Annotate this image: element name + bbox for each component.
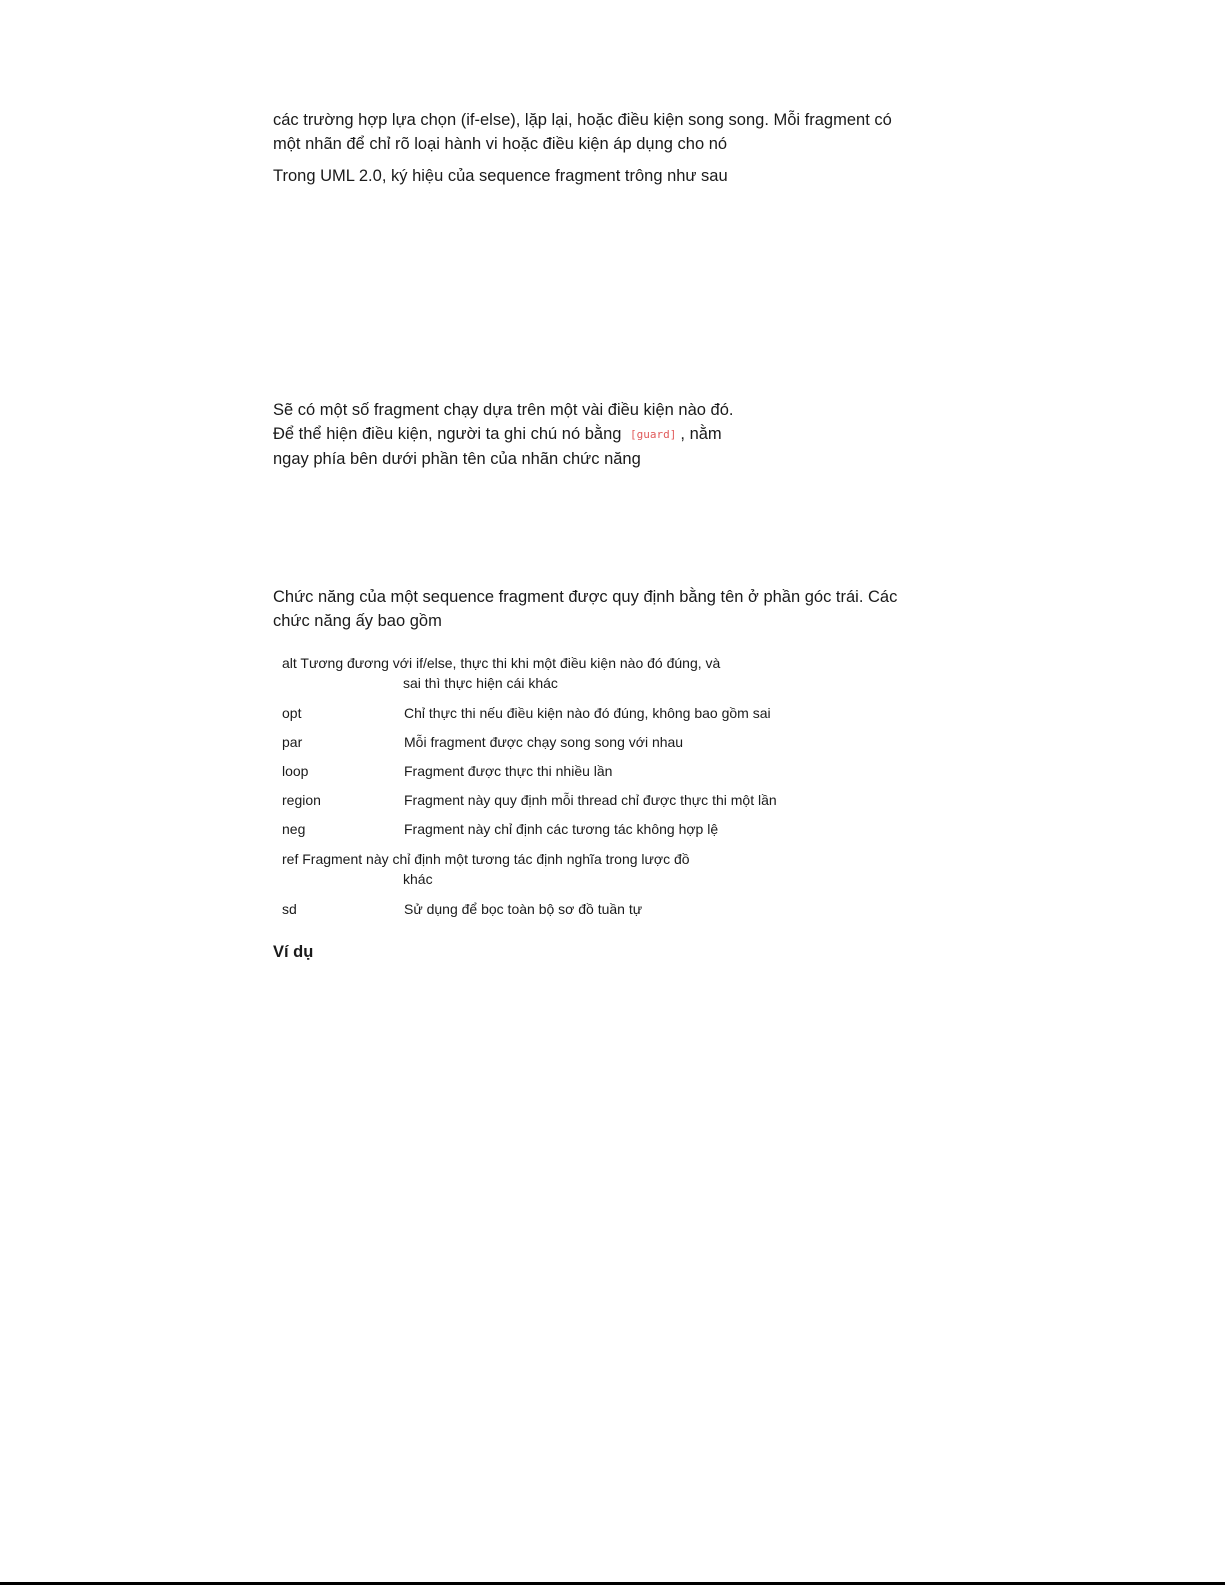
guard-line-1: Sẽ có một số fragment chạy dựa trên một vài điều kiện nào đó. <box>273 401 734 419</box>
example-heading: Ví dụ <box>273 943 314 961</box>
function-line-1: Chức năng của một sequence fragment được quy định bằng tên ở phần góc trái. Các <box>273 588 898 606</box>
guard-line-2-after: , nằm <box>680 425 722 443</box>
fragment-desc: Chỉ thực thi nếu điều kiện nào đó đúng, không bao gồm sai <box>404 705 771 721</box>
fragment-desc: Fragment này chỉ định các tương tác không hợp lệ <box>404 821 719 837</box>
guard-line-3: ngay phía bên dưới phần tên của nhãn chức năng <box>273 450 641 468</box>
fragment-ref-cont: khác <box>403 871 433 887</box>
fragment-key: sd <box>282 901 297 917</box>
guard-diagram-placeholder <box>273 478 933 578</box>
fragment-ref-inline: ref Fragment này chỉ định một tương tác định nghĩa trong lược đồ <box>282 851 690 867</box>
function-line-2: chức năng ấy bao gồm <box>273 612 442 630</box>
fragment-key: loop <box>282 763 309 779</box>
intro-line-1: các trường hợp lựa chọn (if-else), lặp lại, hoặc điều kiện song song. Mỗi fragment có <box>273 111 892 129</box>
fragment-key: region <box>282 792 321 808</box>
fragment-key: opt <box>282 705 302 721</box>
intro-paragraph <box>273 108 933 156</box>
fragment-desc: Mỗi fragment được chạy song song với nhau <box>404 734 684 750</box>
fragment-key: par <box>282 734 303 750</box>
guard-paragraph <box>273 398 933 471</box>
fragment-alt-cont: sai thì thực hiện cái khác <box>403 675 558 691</box>
intro-line-2: một nhãn để chỉ rõ loại hành vi hoặc điều kiện áp dụng cho nó <box>273 135 728 153</box>
guard-code: [guard] <box>630 428 677 441</box>
fragment-desc: Sử dụng để bọc toàn bộ sơ đồ tuần tự <box>404 901 643 917</box>
fragment-key: neg <box>282 821 306 837</box>
fragment-alt-inline: alt Tương đương với if/else, thực thi khi một điều kiện nào đó đúng, và <box>282 655 721 671</box>
guard-line-2-before: Để thể hiện điều kiện, người ta ghi chú nó bằng <box>273 425 622 443</box>
fragment-desc: Fragment này quy định mỗi thread chỉ được thực thi một lần <box>404 792 777 808</box>
notation-sentence: Trong UML 2.0, ký hiệu của sequence fragment trông như sau <box>273 167 728 185</box>
function-paragraph <box>273 585 933 633</box>
fragment-desc: Fragment được thực thi nhiều lần <box>404 763 613 779</box>
notation-diagram-placeholder <box>273 198 933 388</box>
